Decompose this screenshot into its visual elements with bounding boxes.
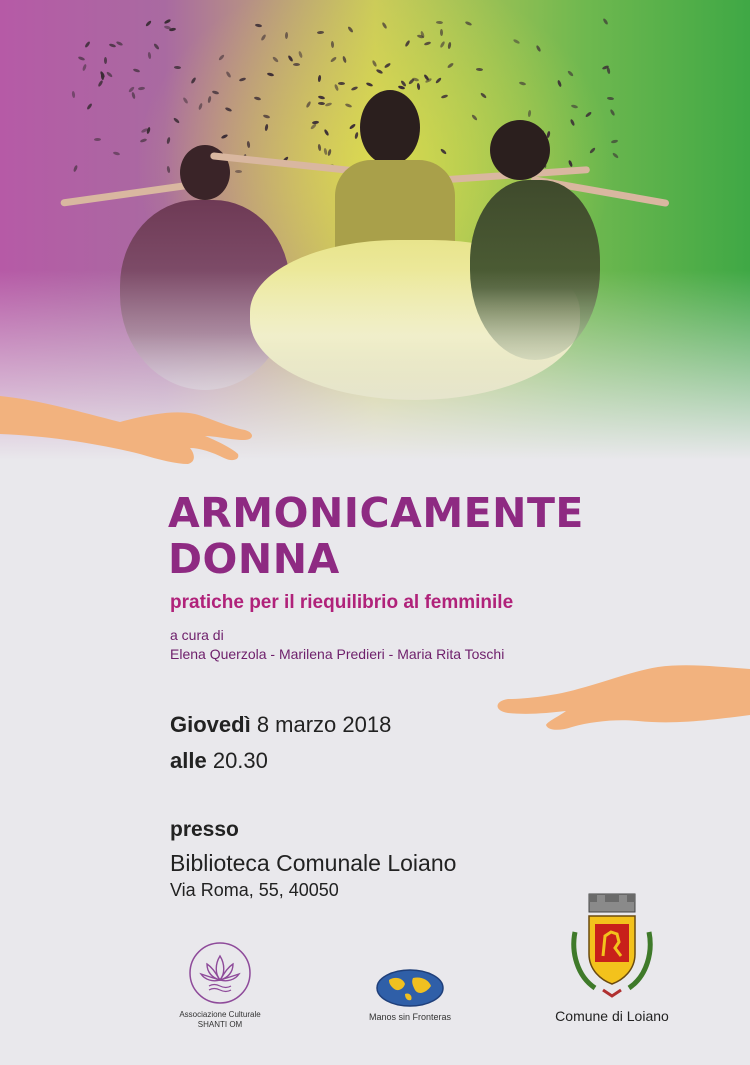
leaf-shape — [316, 31, 323, 35]
leaf-shape — [153, 43, 160, 50]
event-date-value: 8 marzo 2018 — [256, 712, 392, 737]
leaf-shape — [148, 51, 152, 58]
leaf-shape — [424, 41, 432, 46]
event-title — [168, 490, 584, 582]
leaf-shape — [261, 33, 267, 41]
leaf-shape — [416, 83, 420, 90]
leaf-shape — [464, 21, 472, 26]
leaf-shape — [609, 109, 615, 117]
leaf-shape — [607, 97, 614, 101]
leaf-shape — [182, 97, 188, 104]
event-subtitle: pratiche per il riequilibrio al femminile — [170, 592, 514, 613]
lotus-icon — [185, 940, 255, 1006]
leaf-shape — [371, 60, 377, 68]
leaf-shape — [519, 81, 527, 86]
leaf-shape — [557, 80, 562, 88]
dancer-right — [470, 120, 670, 370]
leaf-shape — [512, 39, 520, 45]
leaf-shape — [436, 21, 443, 24]
leaf-shape — [191, 77, 197, 85]
leaf-shape — [131, 92, 136, 100]
shanti-om-caption-line1: Associazione Culturale — [179, 1010, 261, 1019]
curator-label: a cura di — [170, 627, 224, 643]
leaf-shape — [133, 68, 141, 73]
leaf-shape — [318, 74, 322, 81]
globe-icon — [375, 968, 445, 1008]
leaf-shape — [97, 80, 103, 88]
leaf-shape — [447, 63, 454, 70]
curators-list: Elena Querzola - Marilena Predieri - Maria Rita Toschi — [170, 646, 505, 662]
leaf-shape — [602, 18, 608, 25]
leaf-shape — [267, 72, 275, 77]
leaf-shape — [174, 65, 181, 69]
leaf-shape — [99, 70, 105, 78]
leaf-shape — [448, 41, 452, 48]
leaf-shape — [198, 103, 203, 111]
event-time-value: 20.30 — [212, 748, 268, 773]
leaf-shape — [173, 117, 180, 124]
venue-label: presso — [170, 818, 239, 841]
event-day: Giovedì — [170, 712, 251, 737]
leaf-shape — [225, 71, 231, 79]
leaf-shape — [404, 39, 410, 47]
shanti-om-caption-line2: SHANTI OM — [197, 1020, 243, 1029]
leaf-shape — [163, 19, 171, 25]
event-title-line1: ARMONICAMENTE — [168, 489, 584, 537]
leaf-shape — [347, 26, 354, 33]
leaf-shape — [77, 56, 85, 61]
leaf-shape — [72, 91, 76, 98]
leaf-shape — [109, 43, 117, 48]
leaf-shape — [567, 70, 574, 77]
leaf-shape — [293, 63, 300, 66]
event-title-line2: DONNA — [168, 535, 340, 583]
manos-sin-fronteras-logo — [355, 968, 465, 1022]
leaf-shape — [425, 78, 433, 84]
leaf-shape — [476, 68, 483, 72]
leaf-shape — [288, 55, 294, 62]
event-time-label: alle — [170, 748, 207, 773]
leaf-shape — [115, 40, 123, 46]
leaf-shape — [435, 77, 442, 84]
leaf-shape — [104, 56, 107, 63]
leaf-shape — [376, 68, 384, 74]
leaf-shape — [106, 71, 113, 78]
leaf-shape — [239, 77, 247, 82]
leaf-shape — [164, 25, 172, 30]
leaf-shape — [272, 56, 279, 63]
leaf-shape — [145, 20, 152, 27]
hand-right-illustration — [488, 655, 750, 735]
leaf-shape — [439, 41, 445, 49]
coat-of-arms-icon — [567, 892, 657, 1004]
leaf-shape — [535, 44, 541, 52]
leaf-shape — [365, 82, 373, 87]
leaf-shape — [384, 63, 391, 69]
leaf-shape — [298, 51, 303, 59]
leaf-shape — [255, 24, 262, 28]
comune-caption: Comune di Loiano — [555, 1008, 669, 1024]
shanti-om-logo — [170, 940, 270, 1030]
leaf-shape — [87, 102, 94, 109]
leaf-shape — [338, 82, 345, 85]
leaf-shape — [82, 64, 87, 72]
leaf-shape — [285, 31, 288, 38]
venue-name: Biblioteca Comunale Loiano — [170, 850, 457, 876]
leaf-shape — [84, 41, 91, 48]
event-time — [170, 748, 268, 774]
leaf-shape — [218, 53, 225, 60]
manos-caption: Manos sin Fronteras — [368, 1012, 452, 1022]
comune-di-loiano-logo — [532, 892, 692, 1024]
leaf-shape — [137, 86, 144, 90]
leaf-shape — [381, 21, 387, 29]
leaf-shape — [330, 56, 337, 63]
event-date — [170, 712, 391, 738]
leaf-shape — [342, 55, 347, 63]
venue-address: Via Roma, 55, 40050 — [170, 880, 339, 900]
leaf-shape — [331, 41, 334, 48]
leaf-shape — [440, 29, 443, 36]
hand-left-illustration — [0, 378, 265, 473]
